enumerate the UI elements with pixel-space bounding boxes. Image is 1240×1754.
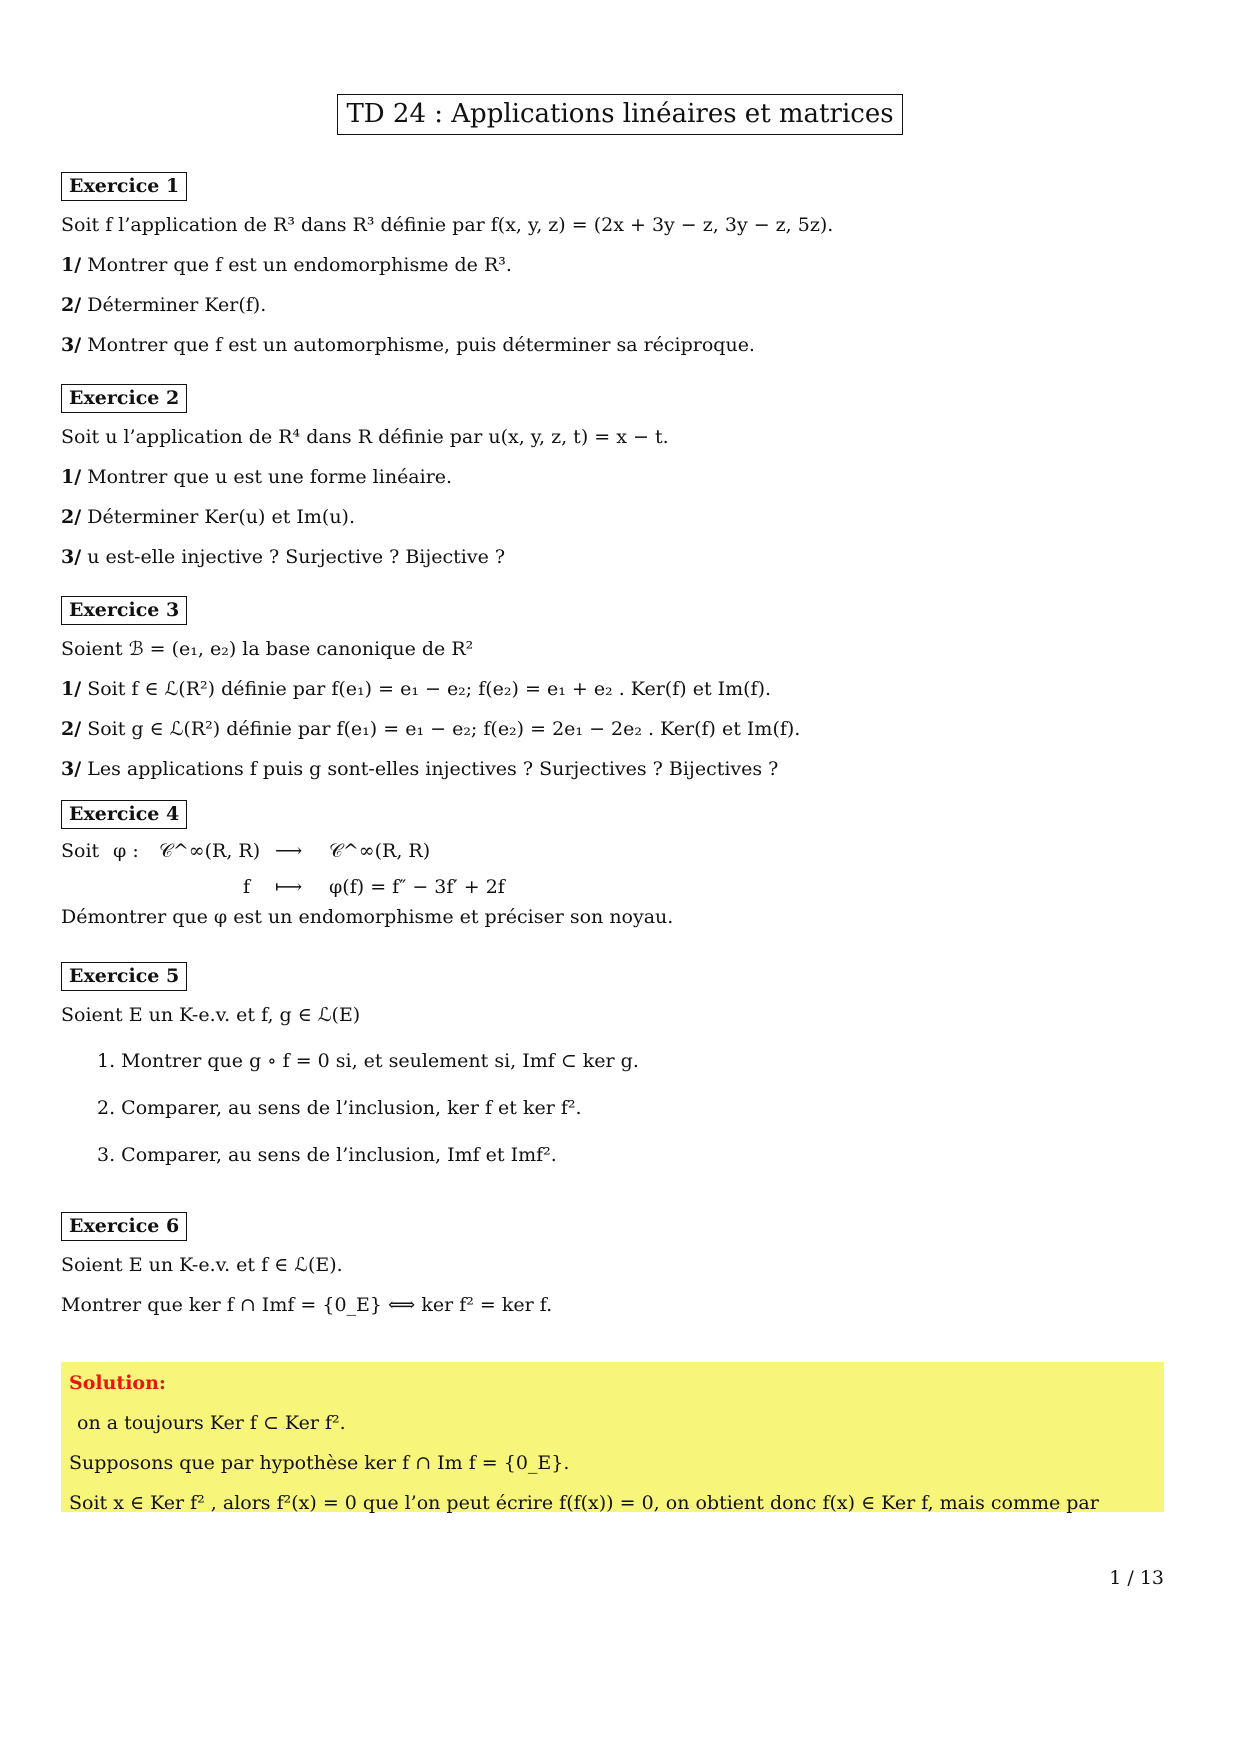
exercise-3-q1: 1/ Soit f ∈ ℒ(R²) définie par f(e₁) = e₁ − e₂; f(e₂) = e₁ + e₂ . Ker(f) et Im(f). — [61, 678, 772, 700]
exercise-3-q2: 2/ Soit g ∈ ℒ(R²) définie par f(e₁) = e₁ − e₂; f(e₂) = 2e₁ − 2e₂ . Ker(f) et Im(f). — [61, 718, 801, 740]
exercise-6-label: Exercice 6 — [61, 1212, 187, 1241]
phi-domain: 𝒞^∞(R, R) — [159, 840, 261, 862]
phi-symbol: φ : — [113, 840, 139, 862]
solution-line-1: on a toujours Ker f ⊂ Ker f². — [77, 1412, 346, 1434]
exercise-1-q2: 2/ Déterminer Ker(f). — [61, 294, 267, 316]
exercise-2-q1: 1/ Montrer que u est une forme linéaire. — [61, 466, 453, 488]
exercise-3-q3: 3/ Les applications f puis g sont-elles injectives ? Surjectives ? Bijectives ? — [61, 758, 779, 780]
exercise-3-intro: Soient ℬ = (e₁, e₂) la base canonique de R² — [61, 638, 474, 660]
exercise-6 — [61, 1212, 1171, 1317]
exercise-6-intro: Soient E un K-e.v. et f ∈ ℒ(E). — [61, 1254, 343, 1276]
phi-image: φ(f) = f″ − 3f′ + 2f — [329, 876, 505, 898]
exercise-6-statement: Montrer que ker f ∩ Imf = {0_E} ⟺ ker f² = ker f. — [61, 1294, 553, 1316]
exercise-3 — [61, 596, 1171, 781]
exercise-2-q3: 3/ u est-elle injective ? Surjective ? Bijective ? — [61, 546, 506, 568]
solution-box — [61, 1362, 1164, 1512]
exercise-1 — [61, 172, 1171, 357]
exercise-2-intro: Soit u l’application de R⁴ dans R définie par u(x, y, z, t) = x − t. — [61, 426, 669, 448]
exercise-4 — [61, 800, 1171, 929]
exercise-2-label: Exercice 2 — [61, 384, 187, 413]
list-item: 3. Comparer, au sens de l’inclusion, Imf et Imf². — [97, 1144, 557, 1166]
exercise-2 — [61, 384, 1171, 569]
list-item: 2. Comparer, au sens de l’inclusion, ker f et ker f². — [97, 1097, 582, 1119]
phi-var: f — [243, 876, 251, 898]
exercise-5-intro: Soient E un K-e.v. et f, g ∈ ℒ(E) — [61, 1004, 361, 1026]
exercise-5-label: Exercice 5 — [61, 962, 187, 991]
solution-line-3: Soit x ∈ Ker f² , alors f²(x) = 0 que l’on peut écrire f(f(x)) = 0, on obtient donc f(x) ∈ Ker f, mais comme par — [69, 1492, 1099, 1514]
exercise-1-q3: 3/ Montrer que f est un automorphisme, puis déterminer sa réciproque. — [61, 334, 755, 356]
exercise-3-label: Exercice 3 — [61, 596, 187, 625]
solution-heading: Solution: — [69, 1372, 166, 1394]
phi-definition-row-1: Soit φ : 𝒞^∞(R, R) ⟶ 𝒞^∞(R, R) — [61, 840, 431, 862]
exercise-5 — [61, 962, 1171, 1190]
exercise-4-label: Exercice 4 — [61, 800, 187, 829]
list-item: 1. Montrer que g ∘ f = 0 si, et seulement si, Imf ⊂ ker g. — [97, 1050, 639, 1072]
page-title — [0, 94, 1240, 135]
title-box: TD 24 : Applications linéaires et matrices — [337, 94, 902, 135]
phi-definition-row-2 — [61, 875, 1171, 899]
solution-line-2: Supposons que par hypothèse ker f ∩ Im f = {0_E}. — [69, 1452, 570, 1474]
page-number: 1 / 13 — [1109, 1567, 1164, 1589]
exercise-1-label: Exercice 1 — [61, 172, 187, 201]
exercise-2-q2: 2/ Déterminer Ker(u) et Im(u). — [61, 506, 356, 528]
maps-arrow: ⟶ — [275, 840, 303, 862]
phi-codomain: 𝒞^∞(R, R) — [329, 840, 431, 862]
exercise-5-list — [61, 1049, 1171, 1167]
mapsto-arrow: ⟼ — [275, 876, 303, 898]
exercise-1-q1: 1/ Montrer que f est un endomorphisme de R³. — [61, 254, 512, 276]
exercise-1-intro: Soit f l’application de R³ dans R³ définie par f(x, y, z) = (2x + 3y − z, 3y − z, 5z). — [61, 214, 834, 236]
exercise-4-text: Démontrer que φ est un endomorphisme et préciser son noyau. — [61, 906, 674, 928]
